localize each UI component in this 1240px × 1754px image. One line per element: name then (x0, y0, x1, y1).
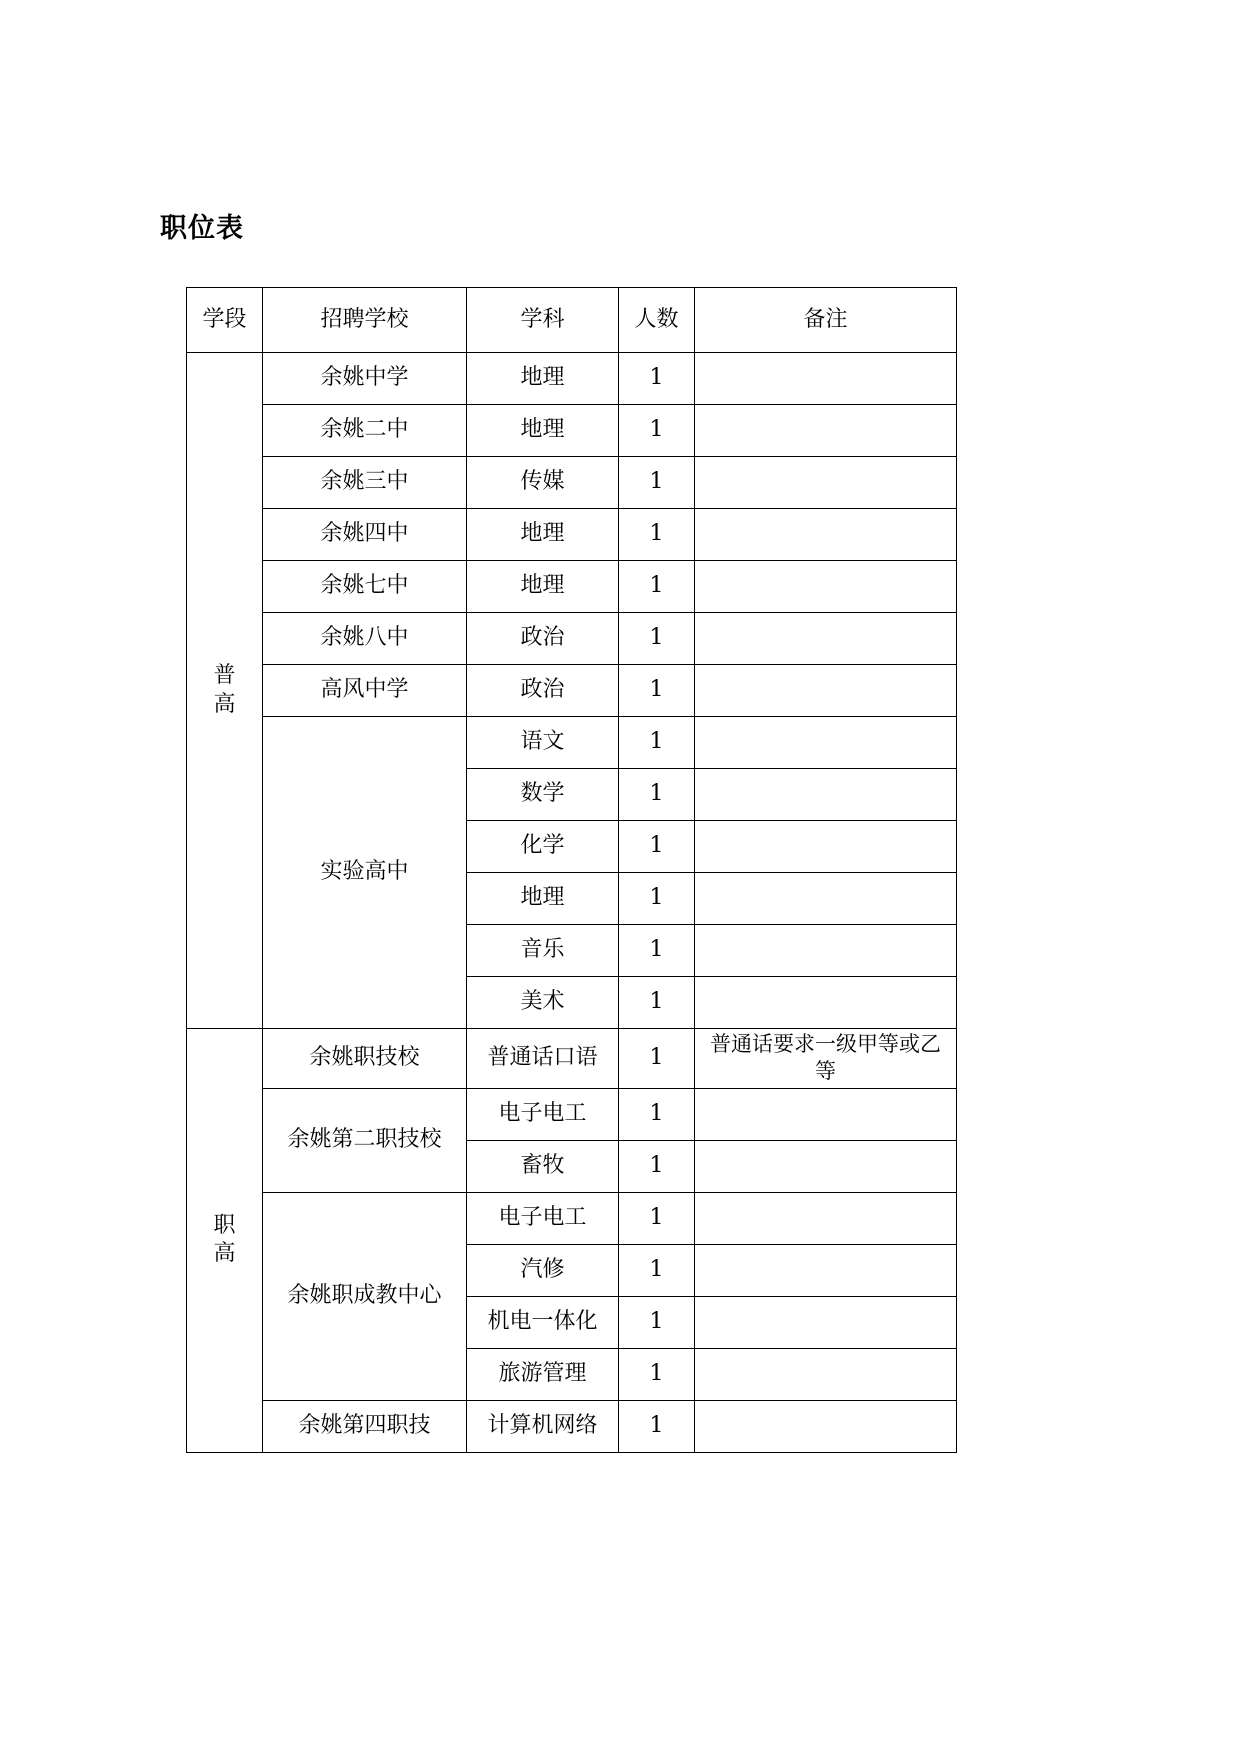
subject-cell: 数学 (467, 769, 619, 821)
count-cell: 1 (619, 1400, 695, 1452)
remark-cell (695, 717, 957, 769)
remark-cell (695, 1088, 957, 1140)
school-cell-vocational-center: 余姚职成教中心 (263, 1192, 467, 1400)
school-cell: 余姚三中 (263, 457, 467, 509)
subject-cell: 计算机网络 (467, 1400, 619, 1452)
stage-cell-vocational-high (187, 1029, 263, 1453)
school-cell: 余姚职技校 (263, 1029, 467, 1089)
count-cell: 1 (619, 613, 695, 665)
job-position-table (186, 287, 957, 1453)
count-cell: 1 (619, 1088, 695, 1140)
subject-cell: 音乐 (467, 925, 619, 977)
table-row (187, 1088, 957, 1140)
count-cell: 1 (619, 561, 695, 613)
stage-char-2: 高 (213, 691, 236, 717)
school-cell-experimental-high: 实验高中 (263, 717, 467, 1029)
school-cell: 余姚第四职技 (263, 1400, 467, 1452)
column-header-subject: 学科 (467, 288, 619, 353)
subject-cell: 汽修 (467, 1244, 619, 1296)
table-row (187, 353, 957, 405)
subject-cell: 电子电工 (467, 1088, 619, 1140)
count-cell: 1 (619, 925, 695, 977)
remark-cell (695, 457, 957, 509)
table-row (187, 1400, 957, 1452)
remark-cell (695, 873, 957, 925)
table-row (187, 509, 957, 561)
stage-cell-general-high (187, 353, 263, 1029)
school-cell: 余姚七中 (263, 561, 467, 613)
subject-cell: 语文 (467, 717, 619, 769)
remark-cell (695, 561, 957, 613)
subject-cell: 地理 (467, 873, 619, 925)
subject-cell: 化学 (467, 821, 619, 873)
column-header-count: 人数 (619, 288, 695, 353)
subject-cell: 电子电工 (467, 1192, 619, 1244)
subject-cell: 地理 (467, 561, 619, 613)
remark-cell (695, 1192, 957, 1244)
subject-cell: 普通话口语 (467, 1029, 619, 1089)
count-cell: 1 (619, 1140, 695, 1192)
remark-cell (695, 1296, 957, 1348)
remark-cell (695, 769, 957, 821)
column-header-stage: 学段 (187, 288, 263, 353)
remark-cell (695, 353, 957, 405)
table-row (187, 665, 957, 717)
table-row (187, 405, 957, 457)
remark-cell (695, 977, 957, 1029)
subject-cell: 旅游管理 (467, 1348, 619, 1400)
subject-cell: 地理 (467, 509, 619, 561)
table-row (187, 717, 957, 769)
table-row (187, 1192, 957, 1244)
subject-cell: 机电一体化 (467, 1296, 619, 1348)
remark-cell (695, 665, 957, 717)
page-title: 职位表 (160, 213, 244, 244)
remark-text: 普通话要求一级甲等或乙等 (710, 1032, 941, 1084)
table-row (187, 457, 957, 509)
remark-cell (695, 1348, 957, 1400)
stage-char-1: 普 (213, 663, 236, 689)
subject-cell: 美术 (467, 977, 619, 1029)
column-header-school: 招聘学校 (263, 288, 467, 353)
stage-char-1: 职 (213, 1213, 236, 1239)
subject-cell: 地理 (467, 405, 619, 457)
count-cell: 1 (619, 1296, 695, 1348)
school-cell: 余姚中学 (263, 353, 467, 405)
table-row (187, 561, 957, 613)
count-cell: 1 (619, 665, 695, 717)
school-cell: 高风中学 (263, 665, 467, 717)
count-cell: 1 (619, 405, 695, 457)
count-cell: 1 (619, 353, 695, 405)
count-cell: 1 (619, 769, 695, 821)
count-cell: 1 (619, 1029, 695, 1089)
subject-cell: 政治 (467, 613, 619, 665)
school-cell-second-vocational: 余姚第二职技校 (263, 1088, 467, 1192)
subject-cell: 地理 (467, 353, 619, 405)
remark-cell (695, 925, 957, 977)
count-cell: 1 (619, 457, 695, 509)
count-cell: 1 (619, 977, 695, 1029)
count-cell: 1 (619, 1348, 695, 1400)
count-cell: 1 (619, 873, 695, 925)
remark-cell (695, 509, 957, 561)
remark-cell (695, 405, 957, 457)
remark-cell (695, 613, 957, 665)
stage-char-2: 高 (213, 1241, 236, 1267)
subject-cell: 畜牧 (467, 1140, 619, 1192)
remark-cell-putonghua (695, 1029, 957, 1089)
table-row (187, 1029, 957, 1089)
count-cell: 1 (619, 509, 695, 561)
school-cell: 余姚八中 (263, 613, 467, 665)
subject-cell: 政治 (467, 665, 619, 717)
remark-cell (695, 1140, 957, 1192)
subject-cell: 传媒 (467, 457, 619, 509)
table-row (187, 613, 957, 665)
remark-cell (695, 821, 957, 873)
count-cell: 1 (619, 1244, 695, 1296)
school-cell: 余姚四中 (263, 509, 467, 561)
count-cell: 1 (619, 717, 695, 769)
count-cell: 1 (619, 1192, 695, 1244)
remark-cell (695, 1400, 957, 1452)
column-header-remark: 备注 (695, 288, 957, 353)
remark-cell (695, 1244, 957, 1296)
count-cell: 1 (619, 821, 695, 873)
school-cell: 余姚二中 (263, 405, 467, 457)
table-header-row (187, 288, 957, 353)
job-position-table-container (186, 287, 956, 1453)
